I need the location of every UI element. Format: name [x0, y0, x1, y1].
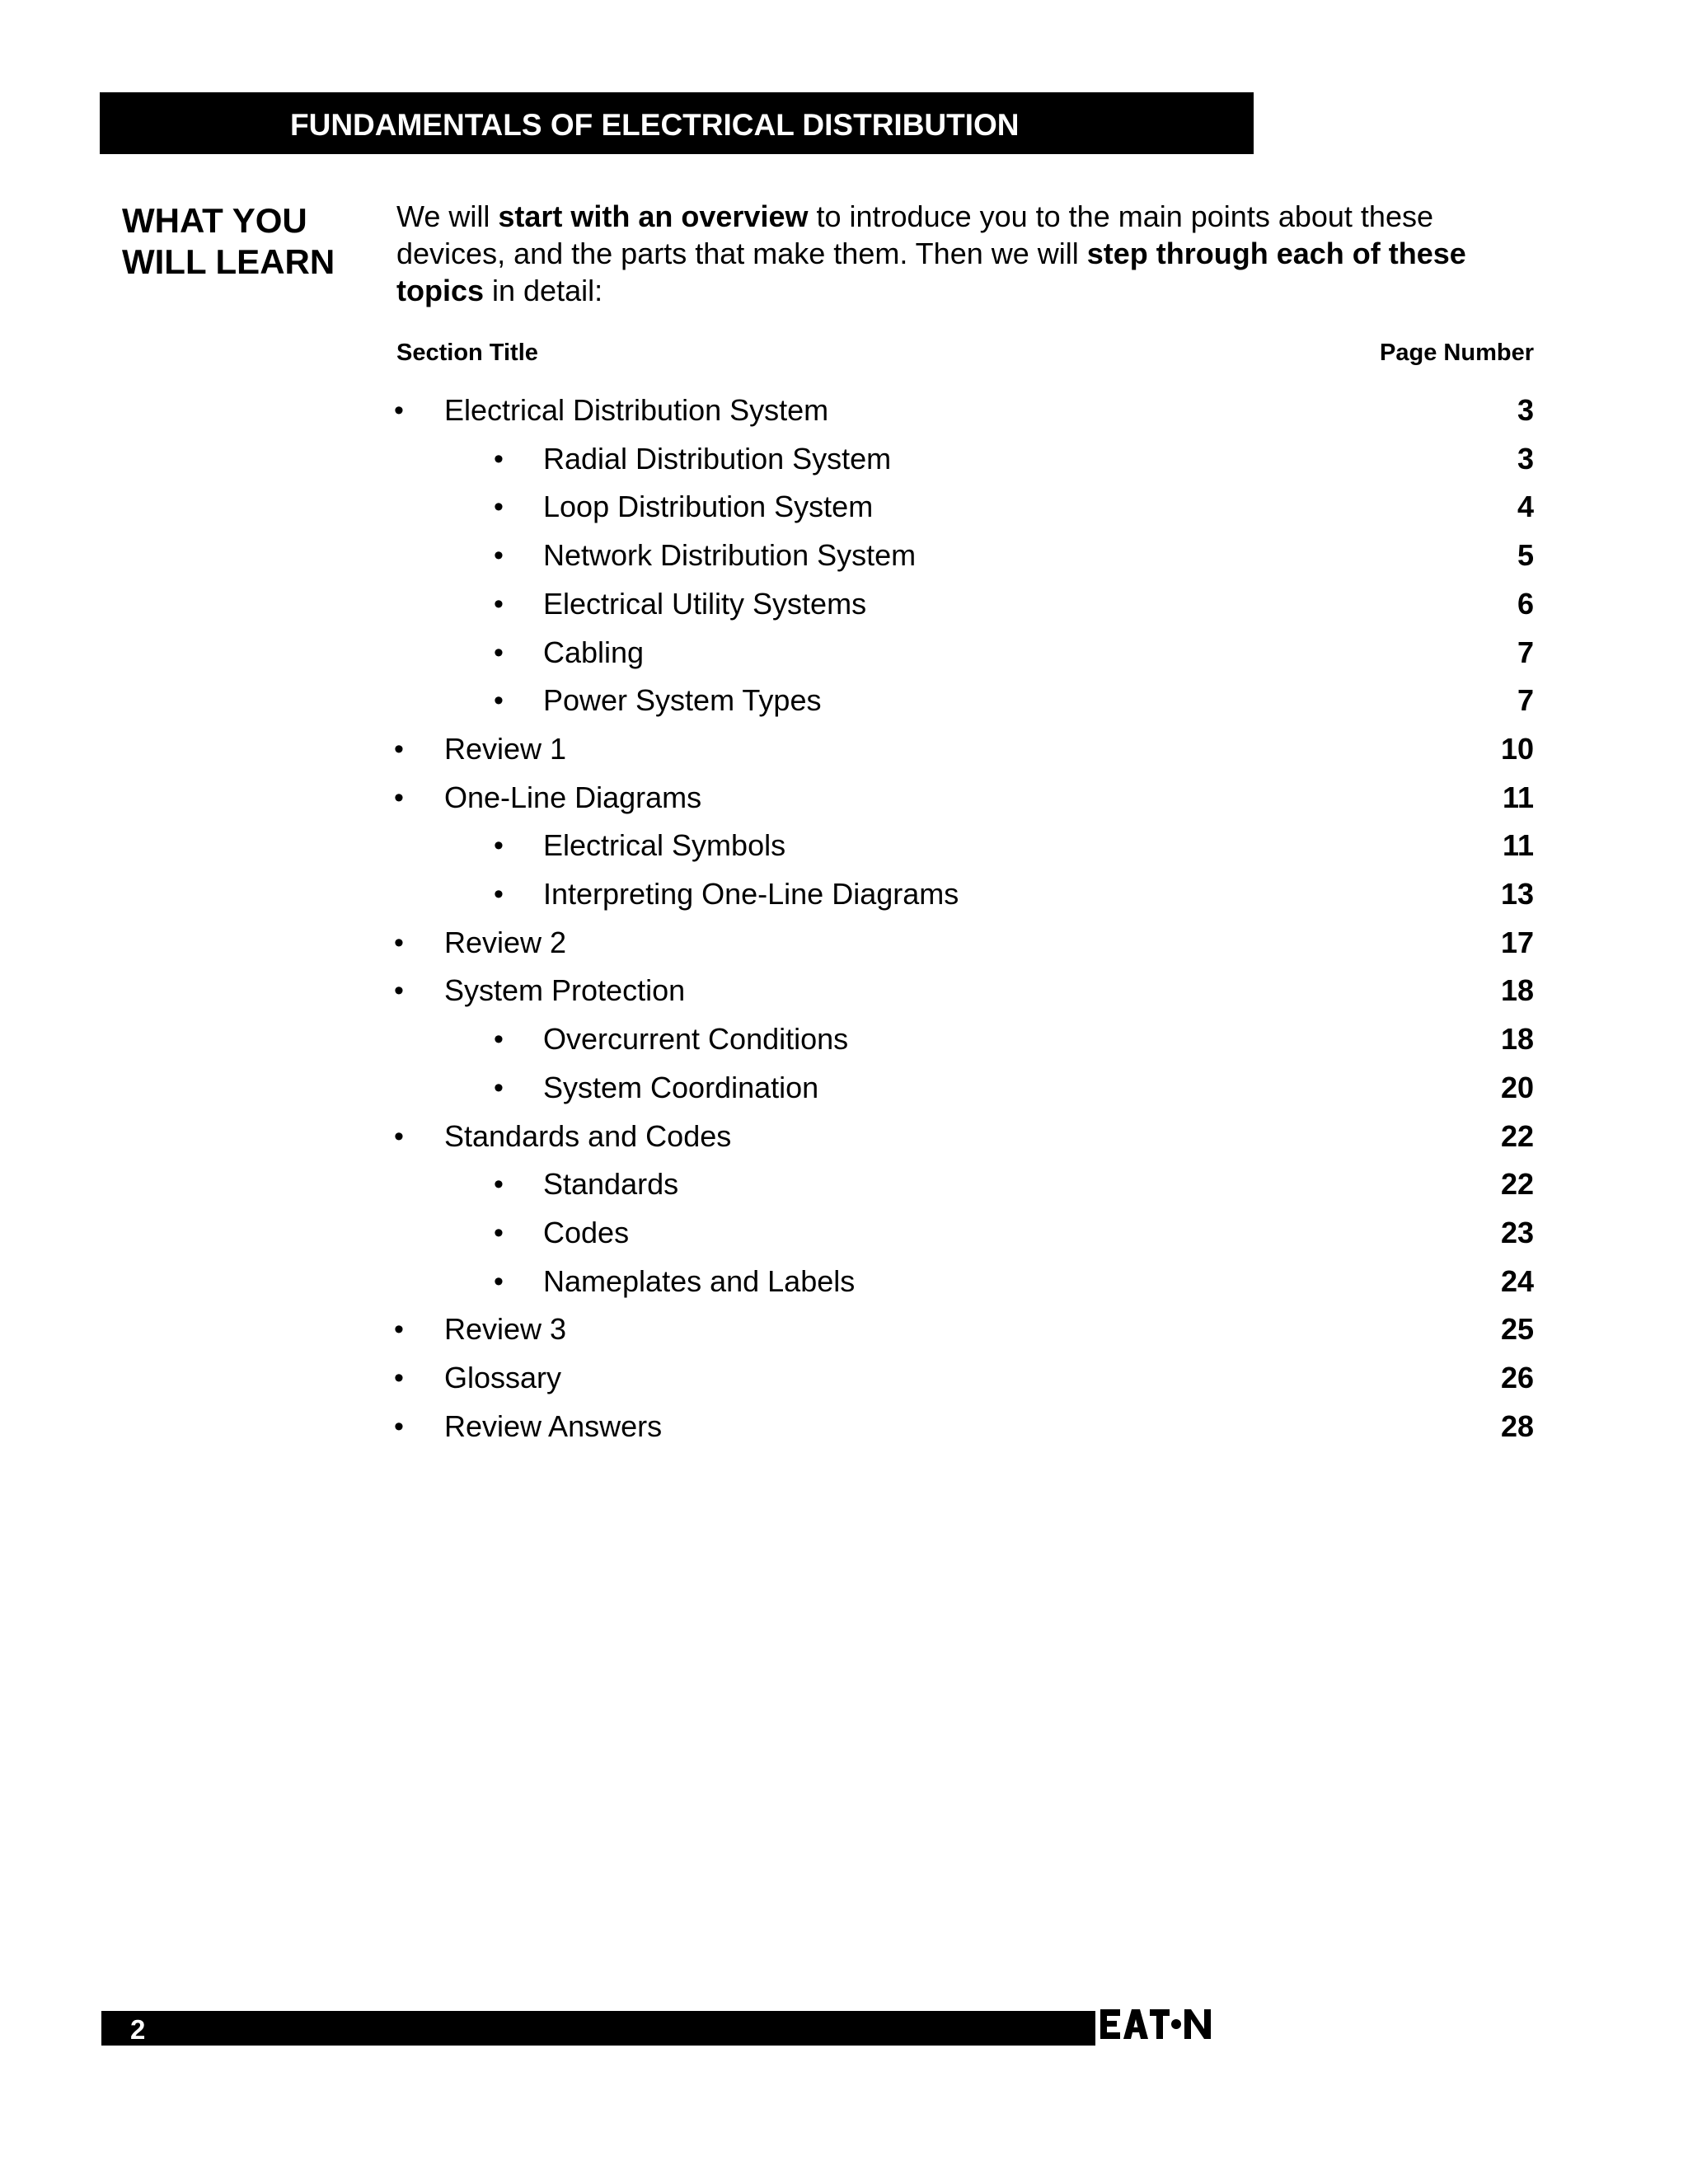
toc-row: [0, 972, 1688, 1021]
toc-section-title: One-Line Diagrams: [444, 780, 702, 814]
toc-section-title: Overcurrent Conditions: [543, 1022, 849, 1057]
toc-section-title: System Coordination: [543, 1070, 819, 1104]
bullet-icon: •: [494, 830, 504, 862]
toc-row: [0, 537, 1688, 586]
toc-section-title: Standards: [543, 1167, 679, 1202]
bullet-icon: •: [494, 588, 504, 620]
toc-row: [0, 441, 1688, 490]
toc-section-title: Radial Distribution System: [543, 441, 892, 476]
toc-section-title: Electrical Distribution System: [444, 393, 829, 427]
toc-page-number: 7: [1517, 635, 1534, 669]
bullet-icon: •: [494, 879, 504, 910]
toc-row: [0, 586, 1688, 635]
bullet-icon: •: [394, 1120, 404, 1152]
side-heading-line-2: WILL LEARN: [122, 242, 335, 281]
bullet-icon: •: [394, 395, 404, 426]
toc-section-title: Nameplates and Labels: [543, 1263, 856, 1298]
toc-page-number: 11: [1502, 780, 1534, 814]
side-heading-line-1: WHAT YOU: [122, 201, 307, 240]
toc-page-number: 25: [1500, 1312, 1534, 1347]
section-title-column-header: Section Title: [396, 340, 538, 366]
toc-page-number: 3: [1517, 441, 1534, 476]
bullet-icon: •: [394, 1314, 404, 1346]
bullet-icon: •: [494, 1216, 504, 1249]
toc-row: [0, 780, 1688, 828]
toc-page-number: 20: [1500, 1070, 1534, 1104]
toc-section-title: Review Answers: [444, 1408, 663, 1443]
toc-page-number: 17: [1500, 925, 1534, 959]
toc-row: [0, 731, 1688, 780]
bullet-icon: •: [394, 1410, 404, 1442]
footer-bar: [101, 2011, 1095, 2046]
toc-row: [0, 876, 1688, 925]
toc-section-title: Codes: [543, 1215, 630, 1249]
toc-row: [0, 1118, 1688, 1167]
toc-section-title: Standards and Codes: [444, 1118, 732, 1153]
bullet-icon: •: [494, 1071, 504, 1104]
eaton-logo: [1099, 2004, 1214, 2044]
toc-section-title: System Protection: [444, 973, 686, 1008]
toc-section-title: Electrical Utility Systems: [543, 586, 867, 621]
toc-row: [0, 827, 1688, 876]
bullet-icon: •: [494, 491, 504, 523]
toc-section-title: Power System Types: [543, 683, 822, 718]
toc-page-number: 24: [1500, 1263, 1534, 1298]
toc-row: [0, 1166, 1688, 1215]
bullet-icon: •: [394, 975, 404, 1007]
toc-section-title: Review 3: [444, 1312, 567, 1347]
bullet-icon: •: [494, 685, 504, 717]
bullet-icon: •: [394, 733, 404, 765]
bullet-icon: •: [494, 540, 504, 572]
toc-row: [0, 1021, 1688, 1070]
toc-page-number: 10: [1500, 731, 1534, 766]
toc-page-number: 22: [1500, 1118, 1534, 1153]
page-number-column-header: Page Number: [1380, 340, 1534, 366]
toc-page-number: 22: [1500, 1167, 1534, 1202]
toc-page-number: 28: [1500, 1408, 1534, 1443]
toc-section-title: Cabling: [543, 635, 645, 669]
toc-page-number: 6: [1517, 586, 1534, 621]
toc-page-number: 11: [1502, 828, 1534, 863]
toc-page-number: 18: [1500, 1022, 1534, 1057]
bullet-icon: •: [494, 1265, 504, 1297]
toc-page-number: 5: [1517, 538, 1534, 573]
toc-row: [0, 1215, 1688, 1263]
toc-page-number: 7: [1517, 683, 1534, 718]
toc-section-title: Network Distribution System: [543, 538, 917, 573]
toc-row: [0, 1360, 1688, 1408]
toc-section-title: Review 2: [444, 925, 567, 959]
footer-page-number: 2: [130, 2014, 146, 2045]
intro-bold-1: start with an overview: [498, 199, 809, 233]
document-title: FUNDAMENTALS OF ELECTRICAL DISTRIBUTION: [290, 108, 1020, 142]
toc-section-title: Electrical Symbols: [543, 828, 786, 863]
toc-row: [0, 682, 1688, 731]
toc-page-number: 13: [1500, 877, 1534, 911]
toc-page-number: 3: [1517, 393, 1534, 427]
toc-row: [0, 1408, 1688, 1457]
toc-section-title: Review 1: [444, 731, 567, 766]
bullet-icon: •: [494, 1024, 504, 1056]
bullet-icon: •: [394, 1362, 404, 1394]
toc-row: [0, 1263, 1688, 1312]
toc-section-title: Glossary: [444, 1361, 562, 1394]
bullet-icon: •: [394, 781, 404, 813]
intro-text-2: to introduce you to the main points about these devices, and the parts that make them. Then we will: [396, 199, 1433, 270]
intro-text-3: in detail:: [484, 274, 603, 307]
toc-page-number: 18: [1500, 973, 1534, 1008]
toc-page-number: 23: [1500, 1215, 1534, 1249]
bullet-icon: •: [494, 443, 504, 475]
toc-page-number: 26: [1500, 1361, 1534, 1394]
bullet-icon: •: [494, 1169, 504, 1201]
toc-section-title: Loop Distribution System: [543, 490, 874, 524]
toc-row: [0, 1311, 1688, 1360]
toc-row: [0, 635, 1688, 683]
intro-bold-2: step through each of these topics: [396, 237, 1466, 307]
bullet-icon: •: [394, 926, 404, 958]
toc-row: [0, 489, 1688, 537]
intro-text-1: We will: [396, 199, 499, 233]
toc-page-number: 4: [1517, 490, 1534, 524]
toc-row: [0, 1070, 1688, 1118]
toc-row: [0, 392, 1688, 441]
bullet-icon: •: [494, 636, 504, 668]
toc-row: [0, 925, 1688, 973]
toc-section-title: Interpreting One-Line Diagrams: [543, 877, 959, 911]
